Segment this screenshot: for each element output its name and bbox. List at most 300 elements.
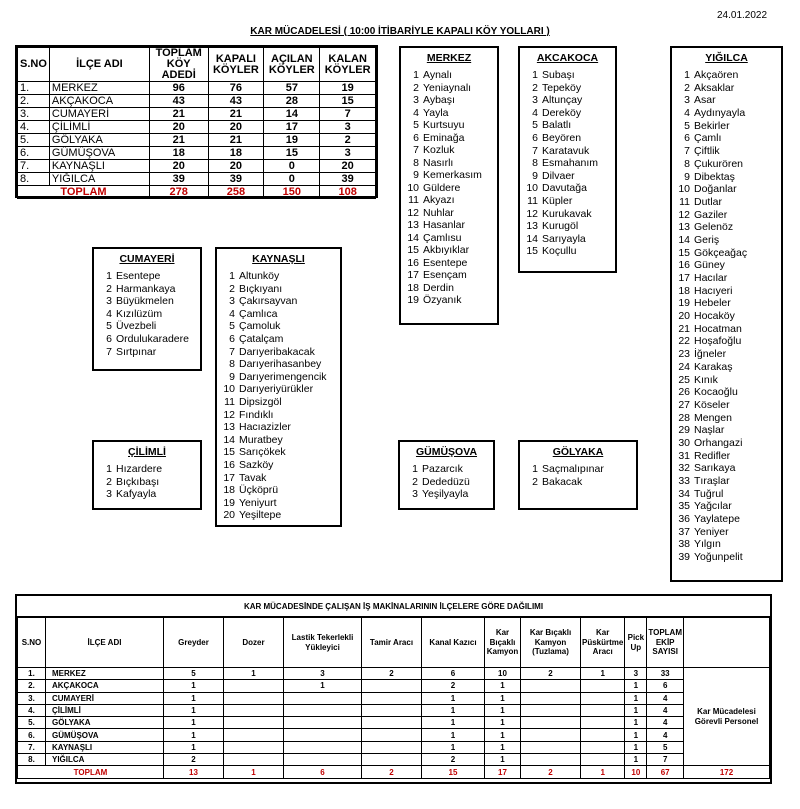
machines-cell: 1	[625, 741, 647, 753]
machines-header-cell: Dozer	[224, 618, 284, 668]
machines-cell	[224, 692, 284, 704]
village-item	[672, 462, 781, 475]
summary-total-cell: 278	[149, 186, 208, 199]
village-name: Saçmalıpınar	[542, 463, 604, 475]
machines-cell: 2	[422, 680, 485, 692]
district-title: AKCAKOCA	[536, 52, 599, 64]
village-name: Harmankaya	[116, 282, 176, 295]
summary-row	[18, 82, 376, 95]
machines-cell: 1	[422, 704, 485, 716]
village-number: 2	[413, 81, 419, 94]
village-item	[217, 421, 340, 434]
village-name: Büyükmelen	[116, 295, 174, 308]
summary-row	[18, 108, 376, 121]
village-number: 34	[678, 487, 690, 500]
summary-cell: 5.	[18, 134, 50, 147]
summary-cell: 15	[320, 95, 376, 108]
village-number: 18	[678, 284, 690, 297]
summary-district-name: GÜMÜŞOVA	[49, 147, 149, 160]
village-name: Gökçeağaç	[694, 246, 748, 259]
machines-cell: 1	[625, 717, 647, 729]
village-name: Hacıazizler	[239, 421, 291, 434]
machines-total-cell: 6	[284, 766, 362, 778]
village-name: Yılgın	[694, 538, 721, 551]
village-item	[672, 323, 781, 336]
village-item	[672, 107, 781, 120]
village-item	[94, 320, 200, 333]
village-name: Çakırsayvan	[239, 295, 298, 308]
village-number: 11	[224, 395, 235, 408]
machines-header-cell: Greyder	[164, 618, 224, 668]
village-number: 3	[229, 295, 235, 308]
village-number: 22	[678, 335, 690, 348]
district-title: KAYNAŞLI	[252, 253, 305, 265]
village-number: 14	[223, 433, 235, 446]
village-number: 17	[223, 471, 235, 484]
village-item	[520, 145, 615, 158]
village-item	[672, 399, 781, 412]
machines-cell: 1	[625, 680, 647, 692]
village-number: 7	[229, 345, 235, 358]
machines-row	[18, 680, 770, 692]
village-name: Nuhlar	[423, 206, 454, 219]
district-box-yigilca	[670, 46, 783, 582]
village-number: 27	[678, 398, 690, 411]
village-name: Hasanlar	[423, 219, 466, 231]
machines-cell: 1	[485, 717, 521, 729]
summary-cell: 21	[149, 134, 208, 147]
machines-cell	[284, 729, 362, 741]
machines-header-cell: S.NO	[18, 618, 46, 668]
village-number: 4	[413, 106, 419, 119]
machines-header-cell: Kar Püskürtme Aracı	[581, 618, 625, 668]
summary-cell: 43	[149, 95, 208, 108]
village-item	[401, 294, 497, 307]
village-number: 23	[678, 348, 690, 361]
machines-cell: 3	[284, 668, 362, 680]
village-item	[94, 308, 200, 321]
village-name: Tavak	[239, 471, 267, 484]
machines-distribution-table	[15, 594, 772, 784]
village-item	[401, 82, 497, 95]
village-item	[401, 232, 497, 245]
village-name: Aybaşı	[423, 94, 455, 106]
machines-cell: 1	[164, 729, 224, 741]
summary-cell: 18	[149, 147, 208, 160]
summary-header-cell: AÇILAN KÖYLER	[264, 48, 320, 82]
village-number: 16	[678, 259, 690, 272]
village-number: 19	[407, 294, 419, 306]
machines-cell: 7.	[18, 741, 46, 753]
village-name: Yeşilyayla	[422, 488, 469, 501]
village-number: 15	[678, 246, 690, 259]
village-name: Kurugöl	[542, 220, 579, 233]
village-name: Geriş	[694, 233, 720, 246]
village-name: Gelenöz	[694, 221, 734, 234]
village-name: Yayla	[423, 106, 449, 119]
village-item	[94, 295, 200, 308]
summary-cell: 18	[208, 147, 264, 160]
village-item	[401, 169, 497, 182]
village-item	[401, 144, 497, 157]
village-item	[520, 208, 615, 221]
machines-cell: 5	[647, 741, 684, 753]
village-number: 18	[407, 281, 419, 294]
summary-header-row	[18, 48, 376, 82]
machines-district-name: CUMAYERİ	[46, 692, 164, 704]
summary-header-cell: KALAN KÖYLER	[320, 48, 376, 82]
village-list	[94, 270, 200, 358]
village-name: Karatavuk	[542, 144, 590, 157]
village-name: Hacılar	[694, 272, 728, 284]
village-number: 9	[229, 370, 235, 383]
village-name: Subaşı	[542, 69, 575, 81]
village-name: Aynalı	[423, 69, 452, 81]
village-item	[401, 132, 497, 145]
village-name: Kemerkasım	[423, 169, 482, 181]
village-number: 39	[678, 551, 690, 564]
village-name: Çamlıca	[239, 307, 278, 320]
personel-label: Kar Mücadelesi Görevli Personel	[684, 668, 770, 766]
machines-cell: 1	[625, 754, 647, 766]
village-name: Bıçkıbaşı	[116, 475, 160, 488]
village-item	[520, 170, 615, 183]
village-number: 1	[413, 69, 419, 81]
machines-cell: 1	[485, 754, 521, 766]
summary-cell: 3	[320, 147, 376, 160]
village-number: 2	[106, 282, 112, 295]
village-number: 3	[684, 94, 690, 107]
village-name: Yağcılar	[694, 500, 732, 513]
village-item	[520, 157, 615, 170]
village-name: Kozluk	[423, 144, 455, 156]
machines-cell	[521, 692, 581, 704]
district-box-cumayeri	[92, 247, 202, 371]
village-name: Sırtpınar	[116, 345, 157, 358]
machines-header-cell: Lastik Tekerlekli Yükleyici	[284, 618, 362, 668]
village-name: Derdin	[423, 281, 454, 294]
summary-cell: 3	[320, 121, 376, 134]
summary-cell: 4.	[18, 121, 50, 134]
summary-cell: 19	[264, 134, 320, 147]
village-number: 29	[678, 424, 690, 437]
district-title: GÖLYAKA	[552, 446, 604, 458]
machines-district-name: KAYNAŞLI	[46, 741, 164, 753]
village-number: 3	[106, 295, 112, 308]
village-name: Dilvaer	[542, 169, 575, 182]
village-name: Darıyeribakacak	[239, 345, 315, 358]
village-item	[672, 488, 781, 501]
village-name: Eminağa	[423, 131, 465, 144]
summary-row	[18, 160, 376, 173]
village-name: Tıraşlar	[694, 475, 730, 487]
village-name: Aydınyayla	[694, 107, 746, 120]
summary-district-name: GÖLYAKA	[49, 134, 149, 147]
machines-cell	[362, 704, 422, 716]
village-number: 12	[526, 207, 538, 220]
village-name: Esmahanım	[542, 157, 599, 170]
village-item	[217, 484, 340, 497]
village-name: Nasırlı	[423, 156, 454, 169]
village-item	[672, 361, 781, 374]
machines-header-cell: Kar Bıçaklı Kamyon	[485, 618, 521, 668]
machines-cell: 1	[164, 680, 224, 692]
village-name: Dededüzü	[422, 475, 470, 488]
village-name: Davutağa	[542, 182, 587, 195]
machines-cell: 5.	[18, 717, 46, 729]
machines-cell	[224, 741, 284, 753]
machines-cell: 7	[647, 754, 684, 766]
village-number: 7	[684, 145, 690, 158]
machines-row	[18, 704, 770, 716]
summary-cell: 57	[264, 82, 320, 95]
village-name: Altunköy	[239, 270, 280, 282]
village-item	[672, 348, 781, 361]
village-number: 2	[106, 475, 112, 488]
machines-cell	[521, 754, 581, 766]
village-item	[401, 219, 497, 232]
village-list	[94, 463, 200, 501]
village-number: 2	[684, 81, 690, 94]
machines-cell: 1	[164, 741, 224, 753]
village-number: 15	[407, 244, 419, 256]
machines-header-cell: Kanal Kazıcı	[422, 618, 485, 668]
village-item	[400, 476, 493, 489]
village-number: 6	[684, 132, 690, 145]
summary-cell: 3.	[18, 108, 50, 121]
village-number: 8	[413, 156, 419, 169]
village-name: Sarıyayla	[542, 232, 586, 245]
summary-cell: 19	[320, 82, 376, 95]
village-item	[672, 310, 781, 323]
village-number: 13	[526, 220, 538, 233]
village-name: Redifler	[694, 449, 731, 462]
village-name: Akçaören	[694, 69, 739, 81]
machines-cell: 8.	[18, 754, 46, 766]
summary-total-cell: 258	[208, 186, 264, 199]
village-item	[217, 497, 340, 510]
village-item	[401, 182, 497, 195]
machines-cell	[284, 741, 362, 753]
summary-district-name: AKÇAKOCA	[49, 95, 149, 108]
village-item	[672, 209, 781, 222]
machines-cell	[581, 717, 625, 729]
machines-district-name: GÜMÜŞOVA	[46, 729, 164, 741]
village-number: 2	[532, 81, 538, 94]
village-name: Bıçkıyanı	[239, 282, 283, 295]
machines-cell	[284, 704, 362, 716]
village-item	[217, 371, 340, 384]
village-item	[672, 183, 781, 196]
summary-cell: 0	[264, 173, 320, 186]
village-name: Pazarcık	[422, 463, 463, 475]
summary-row	[18, 134, 376, 147]
summary-cell: 7	[320, 108, 376, 121]
village-item	[672, 234, 781, 247]
village-item	[217, 396, 340, 409]
machines-cell	[521, 704, 581, 716]
machines-district-name: ÇİLİMLİ	[46, 704, 164, 716]
village-name: Kızılüzüm	[116, 307, 163, 320]
village-item	[217, 446, 340, 459]
village-item	[672, 450, 781, 463]
machines-cell: 4	[647, 729, 684, 741]
closed-roads-summary-table	[15, 45, 378, 198]
machines-cell: 1	[164, 692, 224, 704]
machines-cell: 1	[625, 692, 647, 704]
machines-cell: 4	[647, 692, 684, 704]
summary-cell: 28	[264, 95, 320, 108]
village-name: Hoşafoğlu	[694, 335, 742, 348]
machines-cell: 1	[581, 668, 625, 680]
machines-total-cell: 172	[684, 766, 770, 778]
village-name: Esentepe	[116, 270, 161, 282]
machines-total-cell: 17	[485, 766, 521, 778]
village-name: Bakacak	[542, 475, 583, 488]
village-list	[217, 270, 340, 522]
machines-cell: 2	[164, 754, 224, 766]
machines-cell	[581, 704, 625, 716]
summary-cell: 20	[149, 121, 208, 134]
machines-district-name: YIĞILCA	[46, 754, 164, 766]
village-item	[672, 500, 781, 513]
village-item	[94, 488, 200, 501]
village-name: Tuğrul	[694, 487, 724, 500]
summary-cell: 39	[208, 173, 264, 186]
village-number: 5	[413, 119, 419, 131]
machines-cell	[224, 704, 284, 716]
village-item	[401, 69, 497, 82]
village-item	[520, 107, 615, 120]
village-number: 6	[229, 332, 235, 345]
village-name: Altunçay	[542, 94, 583, 107]
village-name: Üvezbeli	[116, 320, 157, 333]
village-name: Yeşiltepe	[239, 509, 282, 522]
village-number: 12	[223, 408, 235, 421]
machines-row	[18, 741, 770, 753]
summary-cell: 21	[208, 134, 264, 147]
village-number: 32	[678, 462, 690, 475]
village-name: Dibektaş	[694, 170, 735, 183]
summary-cell: 20	[208, 160, 264, 173]
village-name: Muratbey	[239, 433, 283, 446]
summary-cell: 76	[208, 82, 264, 95]
village-item	[400, 463, 493, 476]
summary-row	[18, 173, 376, 186]
village-number: 20	[678, 310, 690, 323]
village-number: 3	[412, 488, 418, 501]
village-number: 19	[678, 297, 690, 310]
village-name: Ordulukaradere	[116, 332, 189, 345]
village-item	[672, 132, 781, 145]
machines-cell: 4	[647, 717, 684, 729]
village-number: 37	[678, 525, 690, 538]
village-name: Fındıklı	[239, 408, 274, 421]
machines-cell	[581, 741, 625, 753]
village-number: 4	[532, 106, 538, 119]
district-box-merkez	[399, 46, 499, 325]
machines-cell: 6	[647, 680, 684, 692]
village-list	[520, 463, 636, 488]
summary-cell: 0	[264, 160, 320, 173]
village-item	[94, 333, 200, 346]
machines-header-cell: Tamir Aracı	[362, 618, 422, 668]
village-name: Dipsizgöl	[239, 395, 282, 408]
machines-district-name: AKÇAKOCA	[46, 680, 164, 692]
machines-cell	[224, 680, 284, 692]
village-number: 31	[678, 449, 690, 462]
village-number: 14	[678, 233, 690, 246]
village-number: 14	[526, 232, 538, 245]
village-number: 11	[527, 194, 538, 207]
village-number: 1	[532, 69, 538, 81]
village-item	[672, 272, 781, 285]
machines-cell: 1	[422, 717, 485, 729]
village-name: Köseler	[694, 398, 730, 411]
village-name: Tepeköy	[542, 81, 582, 94]
village-item	[672, 538, 781, 551]
machines-cell	[284, 717, 362, 729]
village-name: Güney	[694, 259, 725, 272]
summary-cell: 2	[320, 134, 376, 147]
summary-district-name: KAYNAŞLI	[49, 160, 149, 173]
machines-cell: 1	[625, 729, 647, 741]
village-name: Çamoluk	[239, 320, 281, 333]
village-item	[520, 245, 615, 258]
village-name: Dereköy	[542, 106, 582, 119]
village-number: 38	[678, 538, 690, 551]
village-item	[672, 475, 781, 488]
machines-cell	[521, 717, 581, 729]
village-number: 19	[223, 496, 235, 509]
village-name: Yeniyer	[694, 525, 729, 538]
machines-cell	[284, 692, 362, 704]
village-name: Yoğunpelit	[694, 551, 743, 564]
village-number: 1	[684, 69, 690, 81]
village-number: 7	[413, 144, 419, 156]
summary-row	[18, 147, 376, 160]
village-item	[672, 437, 781, 450]
village-number: 6	[532, 131, 538, 144]
village-item	[401, 257, 497, 270]
machines-cell: 1	[422, 692, 485, 704]
village-name: Orhangazi	[694, 436, 743, 449]
machines-header-blank	[684, 618, 770, 668]
village-number: 16	[407, 256, 419, 269]
village-number: 1	[412, 463, 418, 475]
village-number: 10	[223, 383, 235, 396]
machines-cell	[362, 729, 422, 741]
summary-cell: 21	[149, 108, 208, 121]
village-item	[672, 335, 781, 348]
summary-total-cell: TOPLAM	[18, 186, 150, 199]
village-number: 1	[229, 270, 235, 282]
machines-cell: 1	[485, 680, 521, 692]
district-title: CUMAYERİ	[119, 253, 175, 265]
village-number: 9	[413, 169, 419, 181]
summary-cell: 39	[149, 173, 208, 186]
village-number: 10	[526, 182, 538, 195]
village-item	[672, 69, 781, 82]
village-name: Gaziler	[694, 208, 728, 221]
village-number: 2	[412, 475, 418, 488]
machines-cell: 1	[422, 729, 485, 741]
village-list	[400, 463, 493, 501]
machines-cell	[362, 680, 422, 692]
district-box-akcakoca	[518, 46, 617, 273]
village-item	[217, 409, 340, 422]
village-number: 5	[106, 320, 112, 333]
